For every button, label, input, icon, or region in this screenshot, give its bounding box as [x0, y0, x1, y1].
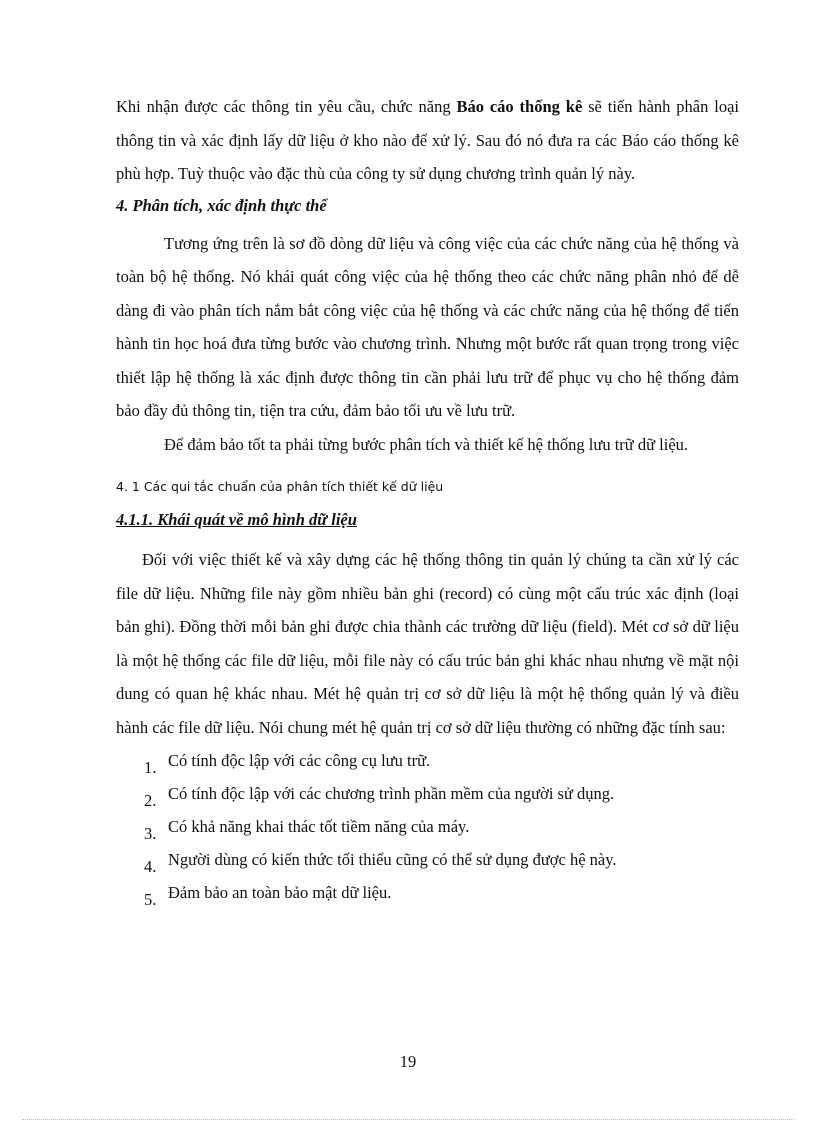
section-4-1-heading: 4. 1 Các qui tắc chuẩn của phân tích thiết kế dữ liệu — [116, 479, 444, 494]
page-body — [116, 90, 739, 909]
paragraph-3: Để đảm bảo tốt ta phải từng bước phân tích và thiết kế hệ thống lưu trữ dữ liệu. — [164, 434, 689, 454]
feature-list — [116, 744, 739, 909]
list-item: 2. Có tính độc lập với các chương trình phần mềm của người sử dụng. — [144, 784, 615, 810]
paragraph-4: Đối với việc thiết kế và xây dựng các hệ thống thông tin quản lý chúng ta cần xử lý các file dữ liệu. Những file này gồm nhiều bản ghi (record) có cùng một cấu trúc xác định (loại bản ghi). Đồng thời mỗi bản ghi được chia thành các trường dữ liệu (field). Mét cơ sở dữ liệu là một hệ thống các file dữ liệu, mỗi file này có cấu trúc bản ghi khác nhau nhưng về mặt nội dung có quan hệ khác nhau. Mét hệ quản trị cơ sở dữ liệu là một hệ thống quản lý và điều hành các file dữ liệu. Nói chung mét hệ quản trị cơ sở dữ liệu thường có những đặc tính sau: — [116, 550, 739, 737]
list-item: 5. Đảm bảo an toàn bảo mật dữ liệu. — [144, 883, 392, 909]
page-number: 19 — [399, 1052, 417, 1071]
heading-4: 4. Phân tích, xác định thực thể — [116, 195, 327, 215]
list-item: 4. Người dùng có kiến thức tối thiểu cũng có thể sử dụng được hệ này. — [144, 850, 617, 876]
section-4-1-1-heading: 4.1.1. Khái quát về mô hình dữ liệu — [116, 510, 357, 529]
list-item: 3. Có khả năng khai thác tốt tiềm năng của máy. — [144, 817, 470, 843]
page-bottom-border — [22, 1119, 794, 1120]
paragraph-2: Tương ứng trên là sơ đồ dòng dữ liệu và công việc của các chức năng của hệ thống và toàn bộ hệ thống. Nó khái quát công việc của hệ thống theo các chức năng phân nhỏ để dễ dàng đi vào phân tích nắm bắt công việc của hệ thống và các chức năng của hệ thống để tiến hành tin học hoá đưa từng bước vào chương trình. Nhưng một bước rất quan trọng trong việc thiết lập hệ thống là xác định được thông tin cần phải lưu trữ để phục vụ cho hệ thống đảm bảo đầy đủ thông tin, tiện tra cứu, đảm bảo tối ưu về lưu trữ. — [116, 233, 739, 420]
bold-term: Báo cáo thống kê — [456, 97, 583, 116]
list-item: 1. Có tính độc lập với các công cụ lưu trữ. — [144, 751, 431, 777]
paragraph-1: Khi nhận được các thông tin yêu cầu, chức năng Báo cáo thống kê sẽ tiến hành phân loại thông tin và xác định lấy dữ liệu ở kho nào để xử lý. Sau đó nó đưa ra các Báo cáo thống kê phù hợp. Tuỳ thuộc vào đặc thù của công ty sử dụng chương trình quản lý này. — [116, 97, 739, 183]
